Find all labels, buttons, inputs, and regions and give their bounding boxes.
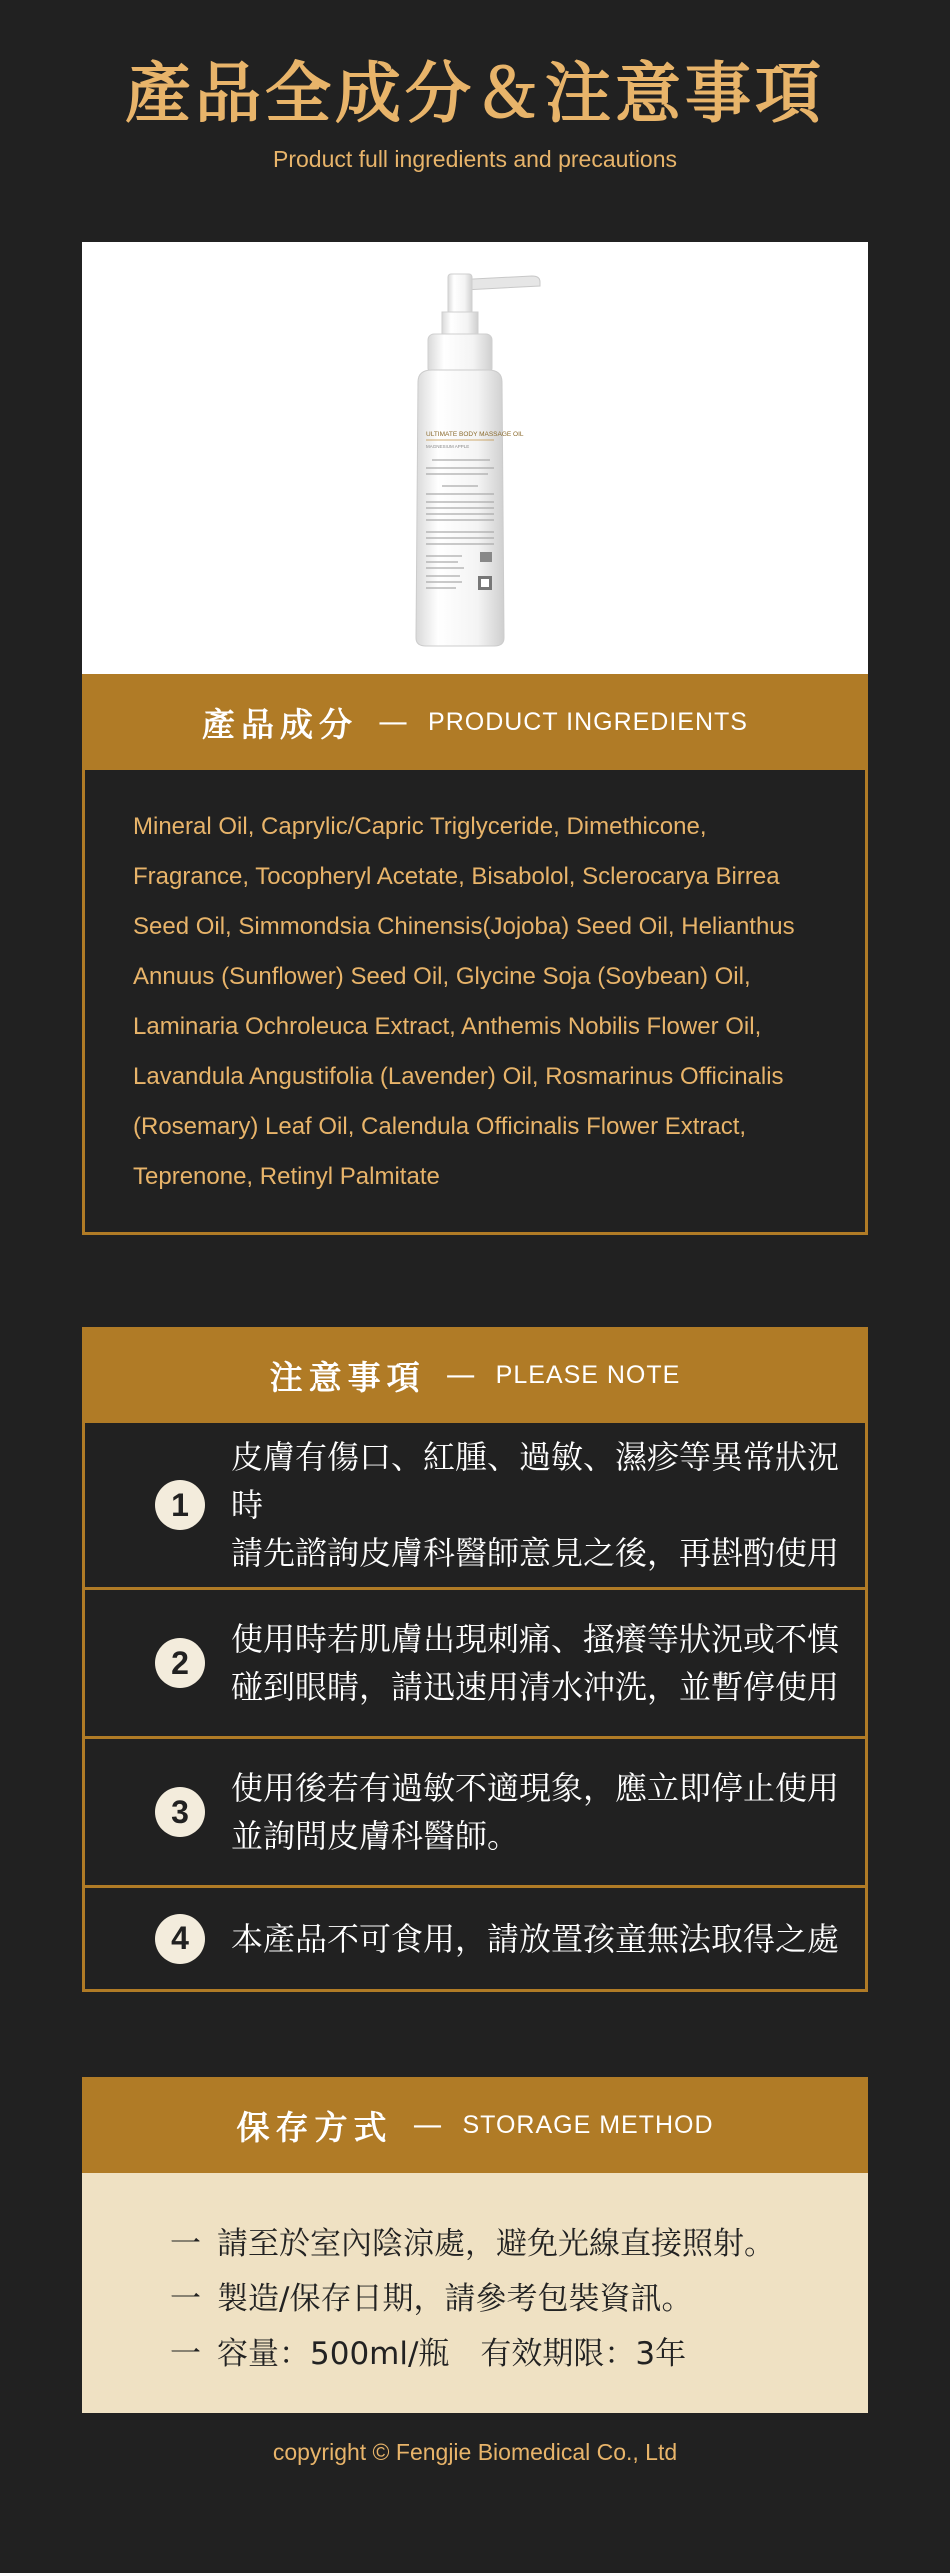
notes-list xyxy=(82,1423,868,1992)
product-bottle-image xyxy=(82,242,868,674)
storage-box xyxy=(82,2173,868,2413)
notes-header xyxy=(82,1327,868,1423)
storage-line-3 xyxy=(170,2327,868,2382)
ingredients-box xyxy=(82,768,868,1235)
ingredients-title-dash: — xyxy=(378,704,409,740)
note-text-1 xyxy=(231,1433,845,1577)
ingredients-header xyxy=(82,674,868,770)
storage-bullet: 一 xyxy=(170,2226,201,2262)
storage-line-1 xyxy=(170,2217,868,2272)
ingredients-title-en: PRODUCT INGREDIENTS xyxy=(428,707,748,736)
note-3-line1: 使用後若有過敏不適現象，應立即停止使用 xyxy=(231,1769,840,1807)
note-4-line1: 本產品不可食用，請放置孩童無法取得之處 xyxy=(231,1919,840,1958)
storage-title-zh: 保存方式 xyxy=(236,2107,393,2147)
note-item-2 xyxy=(85,1590,865,1739)
storage-title-en: STORAGE METHOD xyxy=(462,2110,714,2139)
notes-title-en: PLEASE NOTE xyxy=(495,1360,681,1389)
bottle-label-line2: MAGNESIUM APPLE xyxy=(426,444,470,449)
storage-line-2 xyxy=(170,2272,868,2327)
note-item-3 xyxy=(85,1739,865,1888)
note-1-line1: 皮膚有傷口、紅腫、過敏、濕疹等異常狀況時 xyxy=(231,1438,840,1524)
storage-text-1: 請至於室內陰涼處，避免光線直接照射。 xyxy=(217,2226,775,2262)
note-text-4 xyxy=(231,1915,839,1963)
storage-header xyxy=(82,2077,868,2173)
page-subtitle: Product full ingredients and precautions xyxy=(272,146,678,172)
note-item-1 xyxy=(85,1423,865,1590)
storage-text-3: 容量：500ml/瓶 有效期限：3年 xyxy=(217,2336,687,2372)
page-title: 產品全成分＆注意事項 xyxy=(125,55,825,132)
note-2-line2: 碰到眼睛，請迅速用清水沖洗，並暫停使用 xyxy=(231,1668,840,1706)
note-text-3 xyxy=(231,1764,839,1860)
ingredients-title-zh: 產品成分 xyxy=(202,704,359,744)
note-3-line2: 並詢問皮膚科醫師。 xyxy=(231,1817,520,1855)
copyright-footer: copyright © Fengjie Biomedical Co., Ltd xyxy=(272,2439,678,2465)
notes-title-dash: — xyxy=(445,1357,476,1393)
note-2-line1: 使用時若肌膚出現刺痛、搔癢等狀況或不慎 xyxy=(231,1620,840,1658)
note-number-1: 1 xyxy=(155,1480,205,1530)
bottle-label-line1: ULTIMATE BODY MASSAGE OIL xyxy=(426,431,524,438)
note-text-2 xyxy=(231,1615,839,1711)
notes-title-zh: 注意事項 xyxy=(269,1357,426,1397)
storage-title-dash: — xyxy=(412,2107,443,2143)
storage-bullet: 一 xyxy=(170,2281,201,2317)
product-image-card xyxy=(82,242,868,674)
note-item-4 xyxy=(85,1888,865,1989)
storage-bullet: 一 xyxy=(170,2336,201,2372)
storage-text-2: 製造/保存日期，請參考包裝資訊。 xyxy=(217,2281,693,2317)
note-number-3: 3 xyxy=(155,1787,205,1837)
note-1-line2: 請先諮詢皮膚科醫師意見之後，再斟酌使用 xyxy=(231,1534,840,1572)
note-number-4: 4 xyxy=(155,1914,205,1964)
note-number-2: 2 xyxy=(155,1638,205,1688)
ingredients-list: Mineral Oil, Caprylic/Capric Triglyceride, Dimethicone, Fragrance, Tocopheryl Acetate, Bisabolol, Sclerocarya Birrea Seed Oil, Simmondsia Chinensis(Jojoba) Seed Oil, Helianthus Annuus (Sunflower) Seed Oil, Glycine Soja (Soybean) Oil, Laminaria Ochroleuca Extract, Anthemis Nobilis Flower Oil, Lavandula Angustifolia (Lavender) Oil, Rosmarinus Officinalis (Rosemary) Leaf Oil, Calendula Officinalis Flower Extract, Teprenone, Retinyl Palmitate xyxy=(133,813,795,1190)
